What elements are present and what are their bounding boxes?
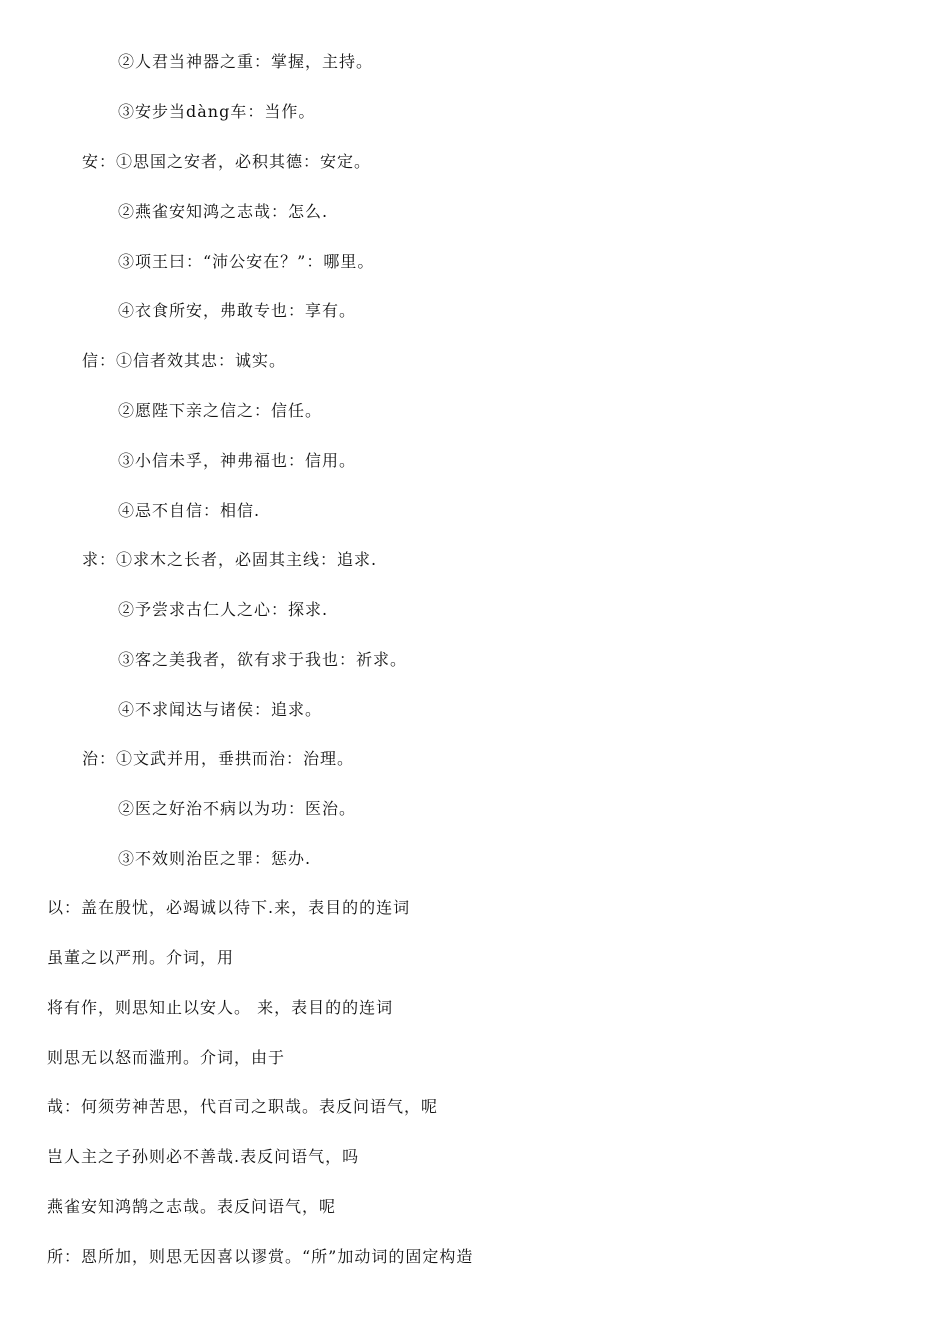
- text-line: 则思无以怒而滥刑。介词，由于: [47, 1048, 286, 1067]
- entry-heading-an: 安：①思国之安者，必积其德：安定。: [82, 152, 372, 171]
- entry-heading-zai: 哉：何须劳神苦思，代百司之职哉。表反问语气，呢: [47, 1097, 439, 1116]
- entry-heading-yi: 以：盖在殷忧，必竭诚以待下.来，表目的的连词: [47, 898, 411, 917]
- entry-heading-xin: 信：①信者效其忠：诚实。: [82, 351, 287, 370]
- text-line: ④衣食所安，弗敢专也：享有。: [118, 301, 357, 320]
- text-line: ③小信未孚，神弗福也：信用。: [118, 451, 357, 470]
- text-line: 虽董之以严刑。介词，用: [47, 948, 235, 967]
- entry-heading-suo: 所：恩所加，则思无因喜以谬赏。“所”加动词的固定构造: [47, 1247, 474, 1266]
- text-line: ④忌不自信：相信.: [118, 501, 261, 520]
- entry-heading-qiu: 求：①求木之长者，必固其主线：追求.: [82, 550, 378, 569]
- text-line: ②愿陛下亲之信之：信任。: [118, 401, 323, 420]
- text-line: ③不效则治臣之罪：惩办.: [118, 849, 312, 868]
- text-line: 燕雀安知鸿鹄之志哉。表反问语气，呢: [47, 1197, 337, 1216]
- text-line: ②予尝求古仁人之心：探求.: [118, 600, 329, 619]
- text-line: ④不求闻达与诸侯：追求。: [118, 700, 323, 719]
- text-line: ③客之美我者，欲有求于我也：祈求。: [118, 650, 408, 669]
- text-line: ②医之好治不病以为功：医治。: [118, 799, 357, 818]
- text-line: ②人君当神器之重：掌握，主持。: [118, 52, 374, 71]
- text-line: 岂人主之子孙则必不善哉.表反问语气，吗: [47, 1147, 360, 1166]
- entry-heading-zhi: 治：①文武并用，垂拱而治：治理。: [82, 749, 355, 768]
- text-line: ②燕雀安知鸿之志哉：怎么.: [118, 202, 329, 221]
- text-line: ③项王曰：“沛公安在？”：哪里。: [118, 252, 375, 271]
- text-line: ③安步当dàng车：当作。: [118, 102, 316, 121]
- text-line: 将有作，则思知止以安人。 来，表目的的连词: [47, 998, 394, 1017]
